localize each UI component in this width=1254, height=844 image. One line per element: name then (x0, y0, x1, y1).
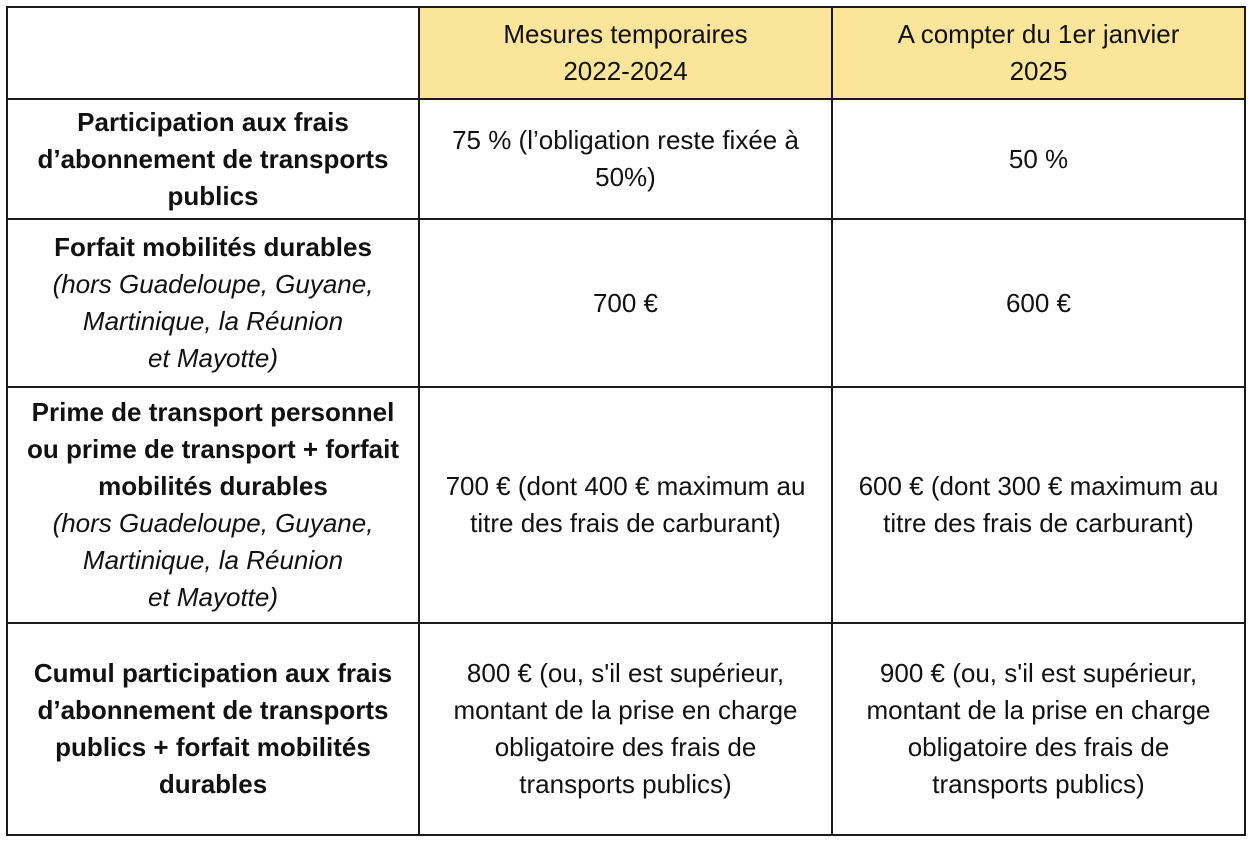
cell-line: 600 € (dont 300 € maximum au (858, 471, 1219, 501)
value-cell-2022-2024 (419, 99, 832, 219)
row-label-line: Participation aux frais (77, 106, 349, 137)
table-row (7, 99, 1245, 219)
cell-line: titre des frais de carburant) (883, 508, 1194, 538)
cell-line: titre des frais de carburant) (470, 508, 781, 538)
table-row (7, 623, 1245, 835)
header-cell-from-2025 (832, 7, 1245, 99)
row-label-line: mobilités durables (98, 471, 328, 501)
header-cell-empty (7, 7, 419, 99)
row-note-line: (hors Guadeloupe, Guyane, (52, 508, 374, 538)
cell-line: 700 € (dont 400 € maximum au (445, 471, 806, 501)
header-line: 2025 (1009, 56, 1068, 86)
row-label-line: publics + forfait mobilités (55, 732, 371, 762)
row-label-cell (7, 99, 419, 219)
row-label-line: Forfait mobilités durables (54, 232, 372, 262)
cell-line: transports publics) (519, 769, 732, 799)
cell-line: obligatoire des frais de (494, 732, 757, 762)
value-cell-2025 (832, 219, 1245, 387)
value-cell-2022-2024 (419, 387, 832, 623)
value-cell-2025 (832, 387, 1245, 623)
row-note-line: et Mayotte) (147, 343, 279, 373)
header-row (7, 7, 1245, 99)
row-label-line: publics (167, 180, 259, 211)
cell-line: obligatoire des frais de (907, 732, 1170, 762)
cell-line: transports publics) (932, 769, 1145, 799)
value-cell-2022-2024 (419, 623, 832, 835)
cell-line: montant de la prise en charge (866, 695, 1211, 725)
table-row (7, 387, 1245, 623)
row-label-line: Cumul participation aux frais (33, 658, 393, 688)
cell-line: 600 € (1005, 287, 1072, 318)
row-note-line: et Mayotte) (147, 582, 279, 612)
header-line: 2022-2024 (563, 56, 688, 86)
value-cell-2025 (832, 99, 1245, 219)
row-note-line: Martinique, la Réunion (82, 306, 344, 336)
row-label-line: ou prime de transport + forfait (27, 434, 399, 464)
header-line: A compter du 1er janvier (897, 19, 1180, 49)
cell-line: 800 € (ou, s'il est supérieur, (466, 658, 785, 688)
row-label-line: d’abonnement de transports (37, 143, 389, 174)
row-note-line: Martinique, la Réunion (82, 545, 344, 575)
row-label-line: Prime de transport personnel (31, 397, 395, 427)
header-line: Mesures temporaires (503, 19, 748, 49)
row-label-cell (7, 387, 419, 623)
comparison-table-wrapper (6, 6, 1246, 836)
cell-line: 75 % (l’obligation reste fixée à (452, 125, 799, 155)
row-label-line: d’abonnement de transports (37, 695, 389, 725)
row-label-line: durables (158, 769, 268, 799)
table-row (7, 219, 1245, 387)
value-cell-2022-2024 (419, 219, 832, 387)
cell-line: 50%) (595, 162, 656, 192)
cell-line: montant de la prise en charge (453, 695, 798, 725)
row-label-cell (7, 219, 419, 387)
value-cell-2025 (832, 623, 1245, 835)
cell-line: 700 € (592, 287, 659, 318)
row-note-line: (hors Guadeloupe, Guyane, (52, 269, 374, 299)
header-cell-temporary-measures (419, 7, 832, 99)
cell-line: 900 € (ou, s'il est supérieur, (879, 658, 1198, 688)
row-label-cell (7, 623, 419, 835)
cell-line: 50 % (1008, 143, 1069, 174)
comparison-table (6, 6, 1246, 836)
